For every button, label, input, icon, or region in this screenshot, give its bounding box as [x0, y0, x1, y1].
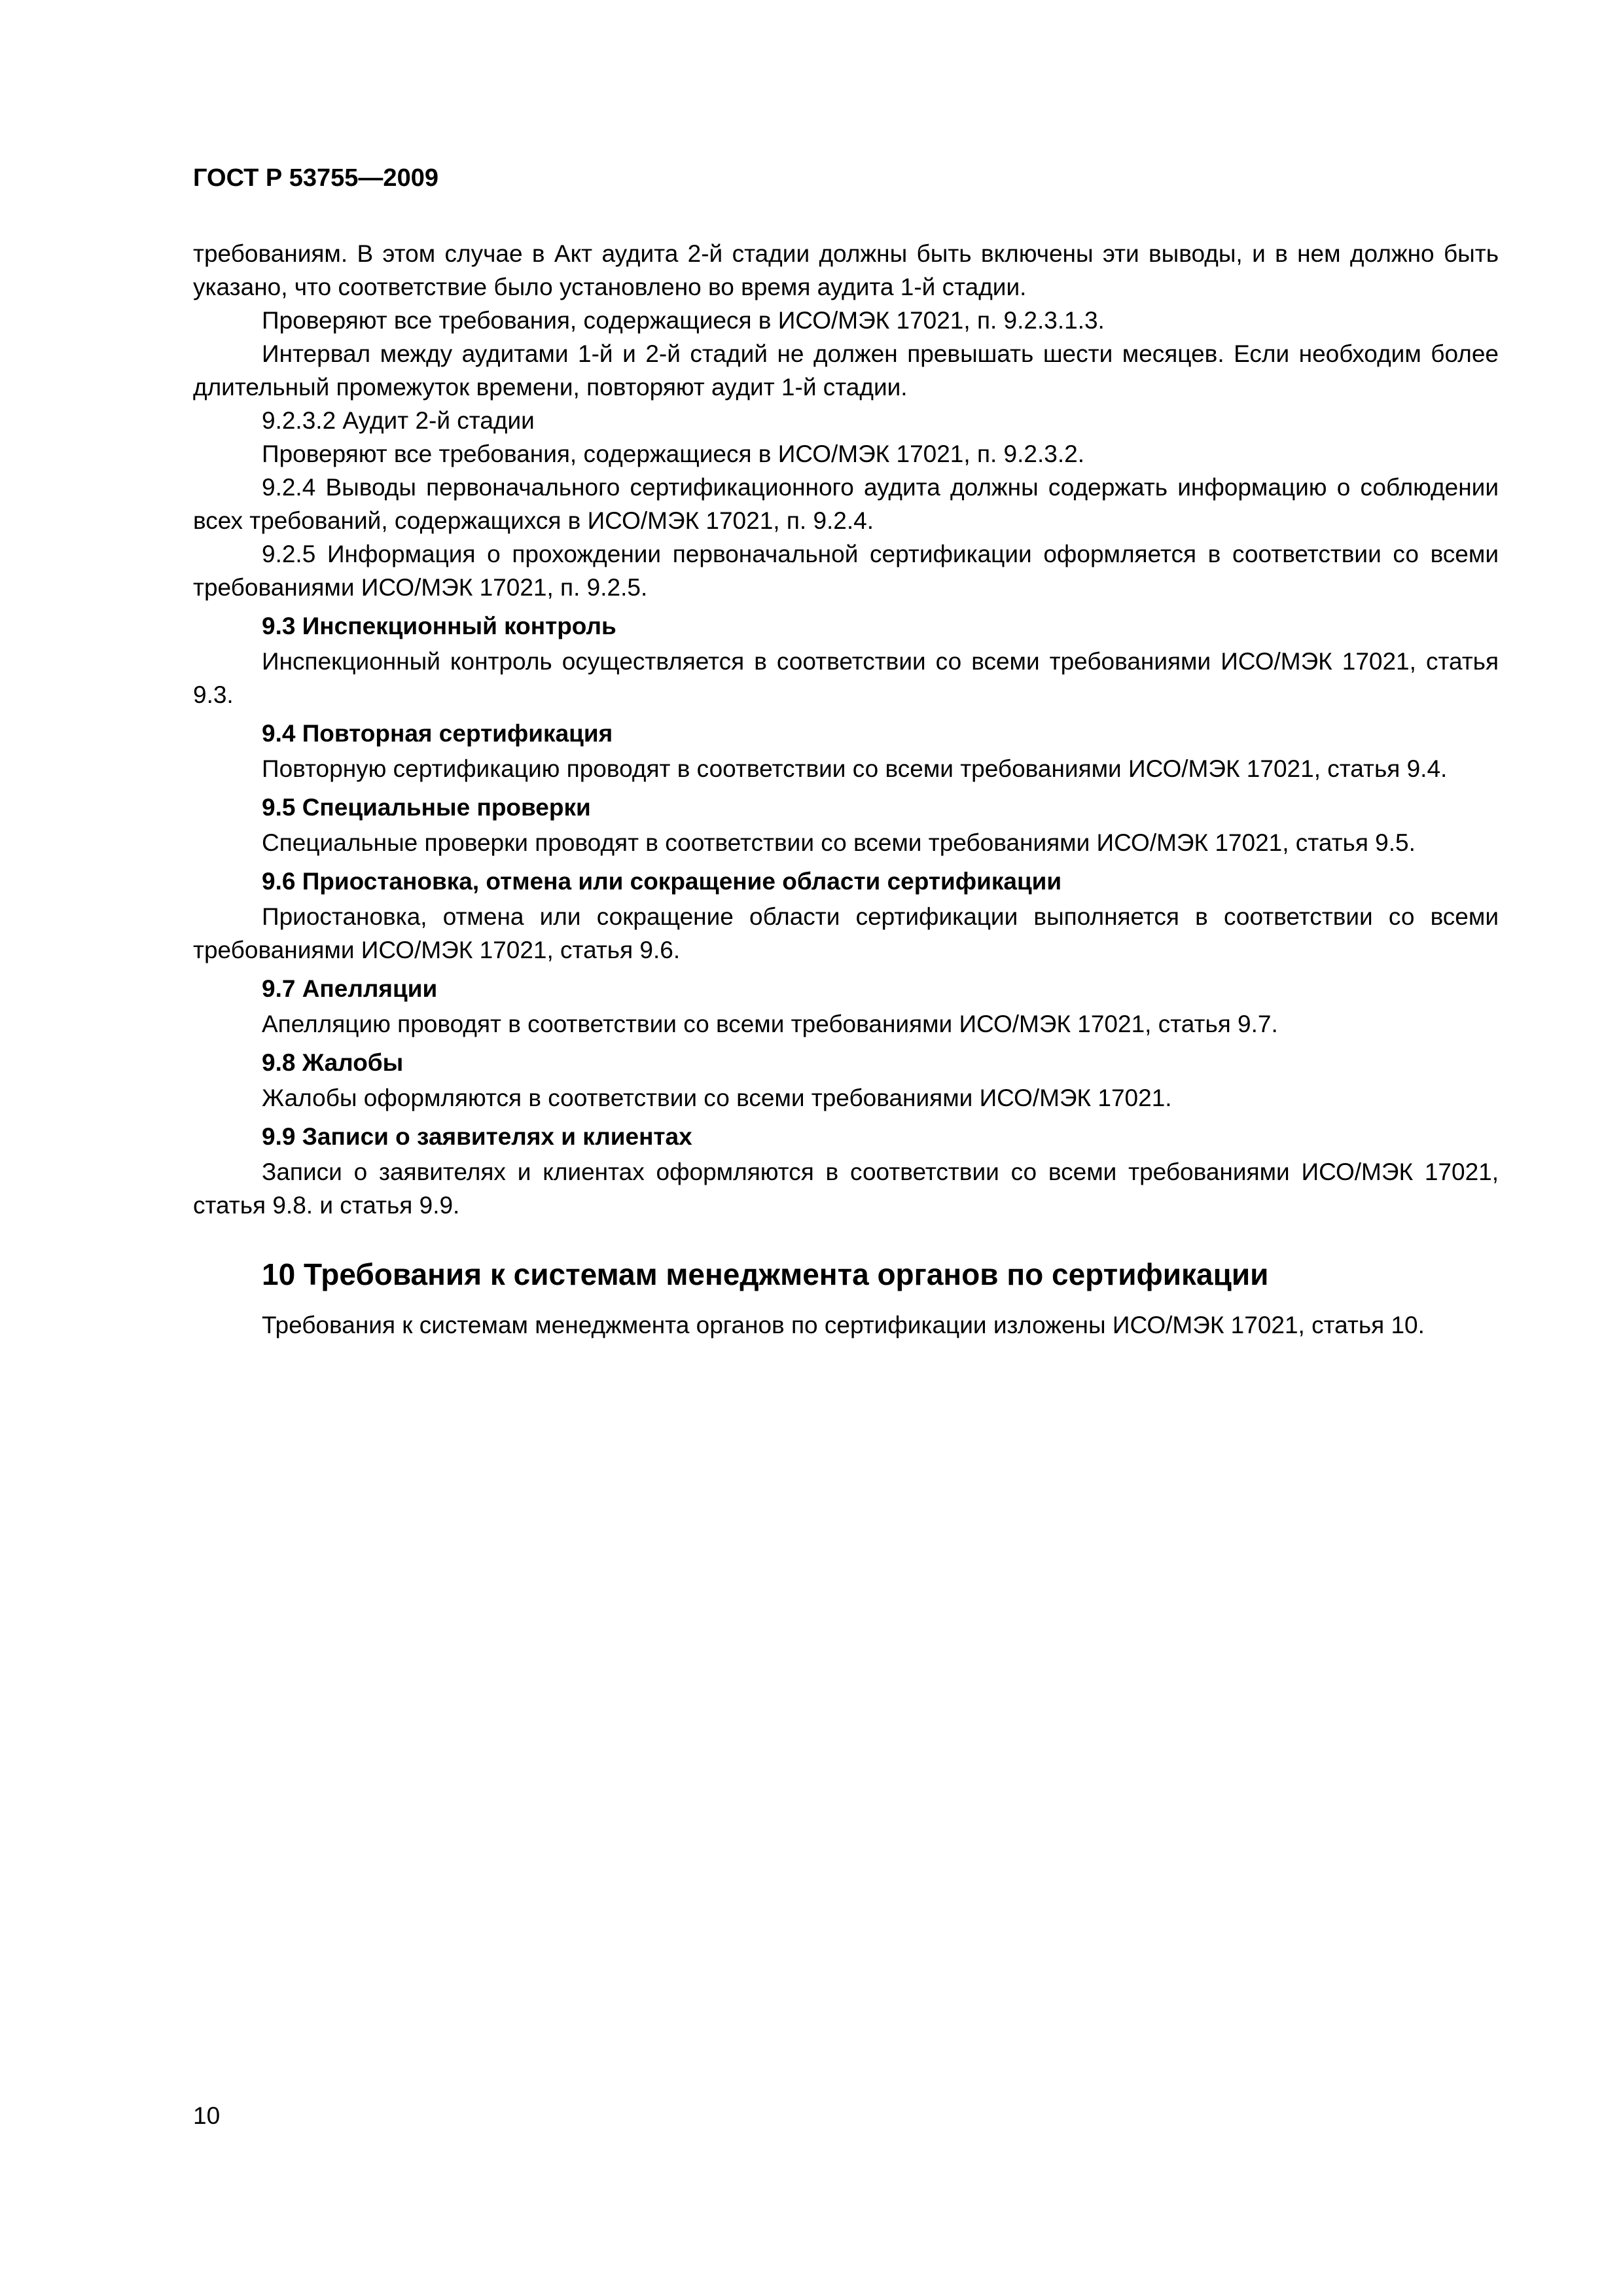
paragraph: Специальные проверки проводят в соответствии со всеми требованиями ИСО/МЭК 17021, статья 9.5. [262, 829, 1416, 856]
paragraph: 9.2.4 Выводы первоначального сертификационного аудита должны содержать информацию о соблюдении всех требований, содержащихся в ИСО/МЭК 17021, п. 9.2.4. [193, 474, 1499, 534]
section-heading: 9.4 Повторная сертификация [262, 720, 613, 747]
section-heading: 9.5 Специальные проверки [262, 794, 591, 821]
section-heading: 9.8 Жалобы [262, 1049, 404, 1076]
paragraph: Записи о заявителях и клиентах оформляются в соответствии со всеми требованиями ИСО/МЭК 17021, статья 9.8. и статья 9.9. [193, 1158, 1499, 1219]
paragraph: Инспекционный контроль осуществляется в соответствии со всеми требованиями ИСО/МЭК 17021, статья 9.3. [193, 648, 1499, 708]
page-number: 10 [193, 2102, 221, 2129]
paragraph: Требования к системам менеджмента органов по сертификации изложены ИСО/МЭК 17021, статья 10. [262, 1312, 1425, 1338]
paragraph: Проверяют все требования, содержащиеся в ИСО/МЭК 17021, п. 9.2.3.2. [262, 440, 1084, 467]
paragraph: Приостановка, отмена или сокращение области сертификации выполняется в соответствии со всеми требованиями ИСО/МЭК 17021, статья 9.6. [193, 903, 1499, 963]
clause-heading: 9.2.3.2 Аудит 2-й стадии [262, 407, 535, 434]
document-body [193, 237, 1499, 1342]
paragraph: Жалобы оформляются в соответствии со всеми требованиями ИСО/МЭК 17021. [262, 1085, 1172, 1111]
section-heading: 9.9 Записи о заявителях и клиентах [262, 1123, 692, 1150]
document-code: ГОСТ Р 53755—2009 [193, 164, 438, 192]
paragraph: Проверяют все требования, содержащиеся в ИСО/МЭК 17021, п. 9.2.3.1.3. [262, 307, 1105, 334]
chapter-heading: 10 Требования к системам менеджмента органов по сертификации [262, 1257, 1269, 1291]
section-heading: 9.7 Апелляции [262, 975, 438, 1002]
paragraph: Интервал между аудитами 1-й и 2-й стадий не должен превышать шести месяцев. Если необходим более длительный промежуток времени, повторяют аудит 1-й стадии. [193, 340, 1499, 401]
paragraph: Апелляцию проводят в соответствии со всеми требованиями ИСО/МЭК 17021, статья 9.7. [262, 1011, 1278, 1037]
paragraph: 9.2.5 Информация о прохождении первоначальной сертификации оформляется в соответствии со всеми требованиями ИСО/МЭК 17021, п. 9.2.5. [193, 541, 1499, 601]
paragraph: Повторную сертификацию проводят в соответствии со всеми требованиями ИСО/МЭК 17021, статья 9.4. [262, 755, 1448, 782]
section-heading: 9.6 Приостановка, отмена или сокращение области сертификации [262, 868, 1062, 895]
section-heading: 9.3 Инспекционный контроль [262, 613, 616, 639]
paragraph-continuation: требованиям. В этом случае в Акт аудита 2-й стадии должны быть включены эти выводы, и в нем должно быть указано, что соответствие было установлено во время аудита 1-й стадии. [193, 240, 1499, 300]
